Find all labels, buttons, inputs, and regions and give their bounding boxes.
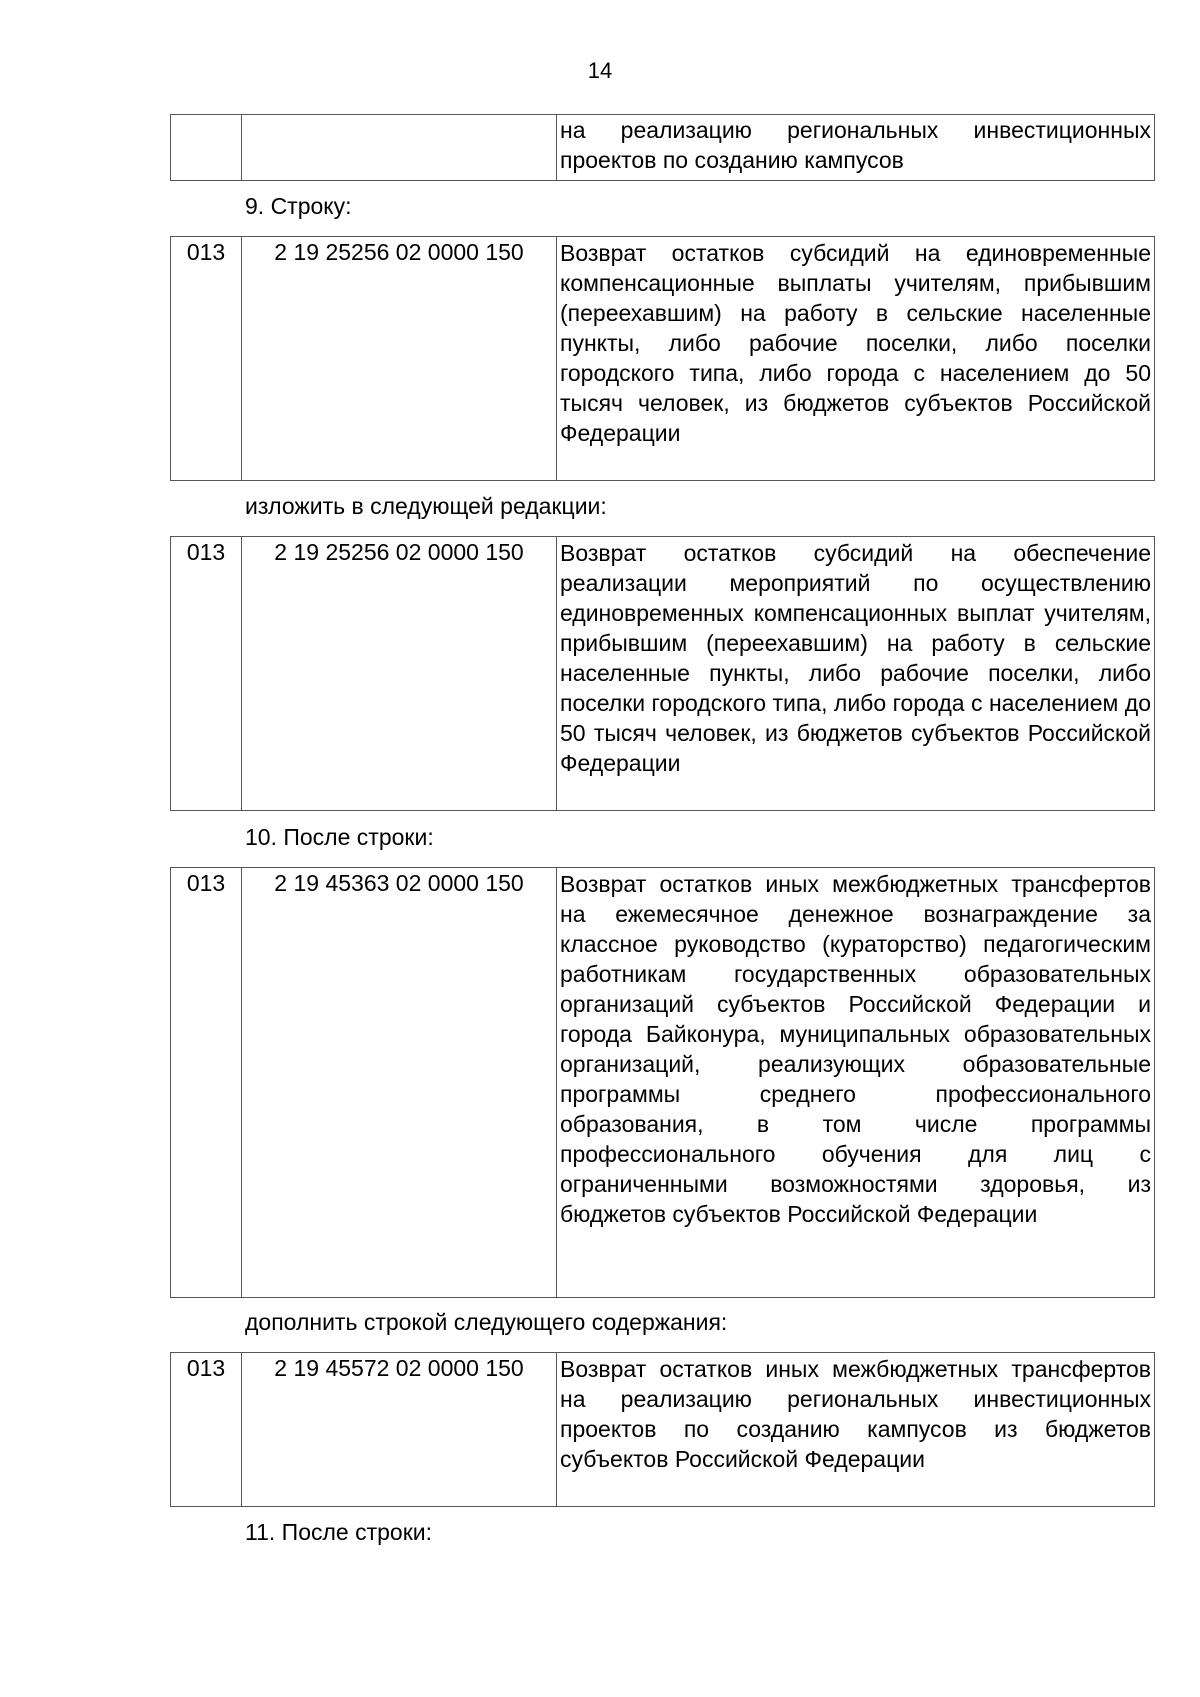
description-cell: Возврат остатков субсидий на единовременные компенсационные выплаты учителям, прибывшим (переехавшим) на работу в сельские населенные пункты, либо рабочие поселки, либо поселки городского типа, либо города с населением до 50 тысяч человек, из бюджетов субъектов Российской Федерации — [557, 237, 1155, 481]
budget-table-new-row — [170, 536, 1155, 811]
paragraph-item-11: 11. После строки: — [245, 1519, 432, 1545]
page-number: 14 — [587, 58, 613, 83]
budget-table-after-row — [170, 867, 1155, 1298]
admin-code-cell — [171, 115, 242, 181]
table-row — [171, 237, 1155, 481]
description-cell: Возврат остатков субсидий на обеспечение реализации мероприятий по осуществлению единовременных компенсационных выплат учителям, прибывшим (переехавшим) на работу в сельские населенные пункты, либо рабочие поселки, либо поселки городского типа, либо города с населением до 50 тысяч человек, из бюджетов субъектов Российской Федерации — [557, 537, 1155, 811]
description-cell: на реализацию региональных инвестиционных проектов по созданию кампусов — [557, 115, 1155, 181]
budget-code-cell — [242, 115, 557, 181]
paragraph-item-10: 10. После строки: — [245, 824, 434, 850]
budget-code-cell: 2 19 45363 02 0000 150 — [242, 868, 557, 1298]
description-cell: Возврат остатков иных межбюджетных трансфертов на ежемесячное денежное вознаграждение за классное руководство (кураторство) педагогическим работникам государственных образовательных организаций субъектов Российской Федерации и города Байконура, муниципальных образовательных организаций, реализующих образовательные программы среднего профессионального образования, в том числе программы профессионального обучения для лиц с ограниченными возможностями здоровья, из бюджетов субъектов Российской Федерации — [557, 868, 1155, 1298]
admin-code-cell: 013 — [171, 868, 242, 1298]
description-cell: Возврат остатков иных межбюджетных трансфертов на реализацию региональных инвестиционных проектов по созданию кампусов из бюджетов субъектов Российской Федерации — [557, 1353, 1155, 1507]
table-row — [171, 1353, 1155, 1507]
paragraph-item-9: 9. Строку: — [245, 193, 352, 219]
admin-code-cell: 013 — [171, 1353, 242, 1507]
table-row — [171, 868, 1155, 1298]
budget-table-old-row — [170, 236, 1155, 481]
admin-code-cell: 013 — [171, 237, 242, 481]
budget-code-cell: 2 19 25256 02 0000 150 — [242, 537, 557, 811]
paragraph-add-row: дополнить строкой следующего содержания: — [245, 1309, 728, 1335]
table-row — [171, 115, 1155, 181]
budget-table-added-row — [170, 1352, 1155, 1507]
admin-code-cell: 013 — [171, 537, 242, 811]
table-row — [171, 537, 1155, 811]
budget-code-cell: 2 19 25256 02 0000 150 — [242, 237, 557, 481]
budget-code-cell: 2 19 45572 02 0000 150 — [242, 1353, 557, 1507]
paragraph-new-edition: изложить в следующей редакции: — [245, 493, 607, 519]
budget-table-continuation — [170, 114, 1155, 181]
